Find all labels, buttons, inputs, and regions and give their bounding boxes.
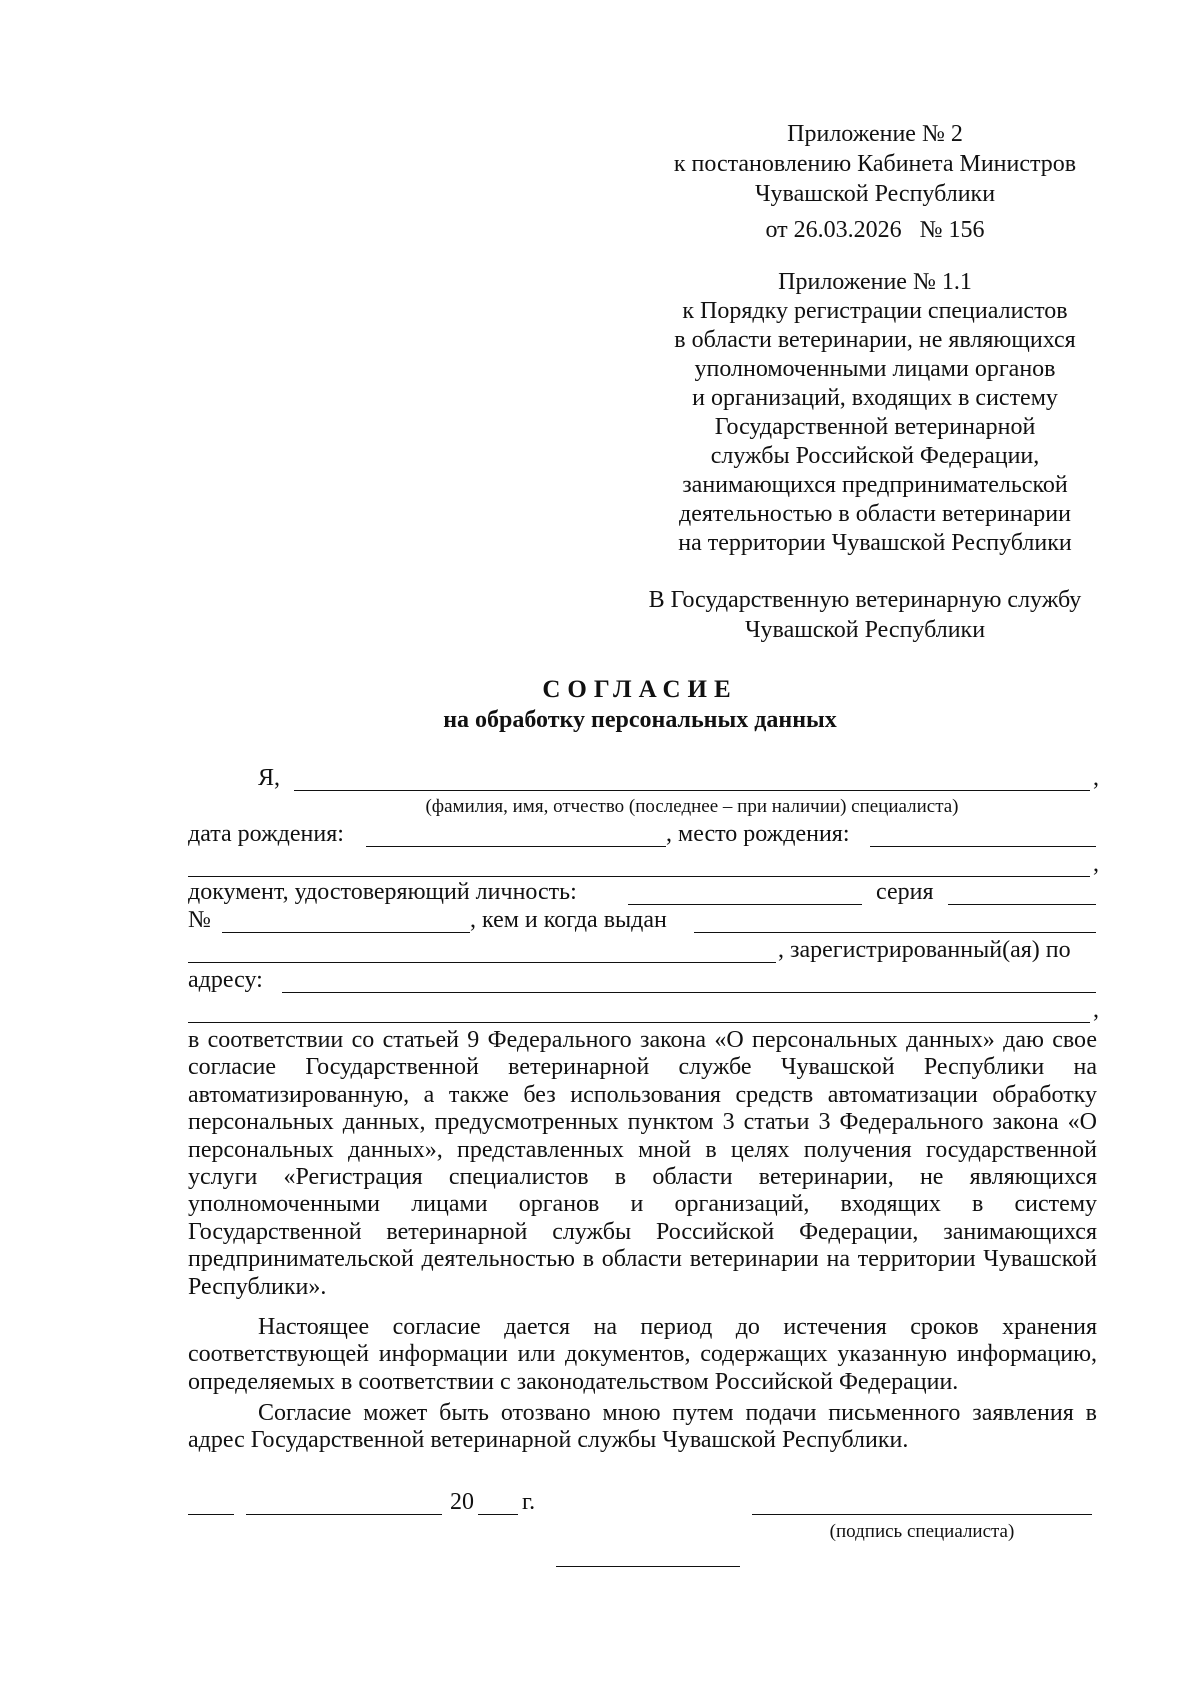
- birth-date-field[interactable]: [366, 846, 666, 847]
- appendix11-line: к Порядку регистрации специалистов: [682, 298, 1068, 324]
- address-label: адресу:: [188, 967, 263, 993]
- appendix2-line2: к постановлению Кабинета Министров: [673, 151, 1077, 177]
- comma: ,: [1093, 851, 1099, 877]
- appendix11-line: деятельностью в области ветеринарии: [679, 501, 1071, 527]
- appendix2-line1: Приложение № 2: [787, 121, 963, 147]
- appendix2-line3: Чувашской Республики: [754, 181, 996, 207]
- signature-hint: (подпись специалиста): [829, 1521, 1015, 1542]
- fio-field[interactable]: [294, 790, 1090, 791]
- issued-by-field[interactable]: [694, 932, 1096, 933]
- series-label: серия: [876, 879, 934, 905]
- birth-place-field-continued[interactable]: [188, 876, 1090, 877]
- appendix11-line: в области ветеринарии, не являющихся: [674, 327, 1076, 353]
- issued-label: , кем и когда выдан: [470, 907, 667, 933]
- address-field-continued[interactable]: [188, 1022, 1090, 1023]
- appendix11-line: и организаций, входящих в систему: [692, 385, 1058, 411]
- date-month-field[interactable]: [246, 1514, 442, 1515]
- fio-hint: (фамилия, имя, отчество (последнее – при наличии) специалиста): [425, 796, 959, 817]
- body-paragraph-1: в соответствии со статьей 9 Федерального закона «О персональных данных» даю свое согласие Государственной ветеринарной службе Чувашской Республики на автоматизированную, а также без использования средств автоматизации обработку персональных данных, предусмотренных пунктом 3 статьи 3 Федерального закона «О персональных данных», представленных мной в целях получения государственной услуги «Регистрация специалистов в области ветеринарии, не являющихся уполномоченными лицами органов и организаций, входящих в систему Государственной ветеринарной службы Российской Федерации, занимающихся предпринимательской деятельностью в области ветеринарии на территории Чувашской Республики».: [188, 1027, 1097, 1300]
- appendix11-line: Государственной ветеринарной: [714, 414, 1036, 440]
- document-title: СОГЛАСИЕ: [542, 676, 738, 703]
- addressee-line2: Чувашской Республики: [744, 617, 986, 643]
- address-field[interactable]: [282, 992, 1096, 993]
- id-document-label: документ, удостоверяющий личность:: [188, 879, 577, 905]
- appendix11-line: занимающихся предпринимательской: [682, 472, 1068, 498]
- birth-date-label: дата рождения:: [188, 821, 344, 847]
- birth-place-field[interactable]: [870, 846, 1096, 847]
- appendix11-line: службы Российской Федерации,: [710, 443, 1040, 469]
- body-paragraph-2: Настоящее согласие дается на период до истечения сроков хранения соответствующей информации или документов, содержащих указанную информацию, определяемых в соответствии с законодательством Российской Федерации.: [188, 1314, 1097, 1395]
- date-year-field[interactable]: [478, 1514, 518, 1515]
- registered-label: , зарегистрированный(ая) по: [778, 937, 1071, 963]
- year-prefix: 20: [450, 1489, 474, 1515]
- i-label: Я,: [258, 765, 281, 791]
- appendix11-line: уполномоченными лицами органов: [694, 356, 1056, 382]
- appendix2-date-number: от 26.03.2026 № 156: [765, 217, 985, 243]
- number-field[interactable]: [222, 932, 470, 933]
- issued-by-field-continued[interactable]: [188, 962, 776, 963]
- comma: ,: [1093, 765, 1099, 791]
- footer-divider: [556, 1566, 740, 1567]
- id-document-field[interactable]: [628, 904, 862, 905]
- document-subtitle: на обработку персональных данных: [443, 707, 837, 733]
- appendix11-line: Приложение № 1.1: [778, 269, 972, 295]
- birth-place-label: , место рождения:: [666, 821, 850, 847]
- signature-field[interactable]: [752, 1514, 1092, 1515]
- year-suffix: г.: [522, 1489, 536, 1515]
- appendix11-line: на территории Чувашской Республики: [678, 530, 1072, 556]
- addressee-line1: В Государственную ветеринарную службу: [648, 587, 1082, 613]
- date-day-field[interactable]: [188, 1514, 234, 1515]
- comma: ,: [1093, 997, 1099, 1023]
- body-paragraph-3: Согласие может быть отозвано мною путем подачи письменного заявления в адрес Государственной ветеринарной службы Чувашской Республики.: [188, 1400, 1097, 1454]
- series-field[interactable]: [948, 904, 1096, 905]
- number-label: №: [188, 907, 211, 933]
